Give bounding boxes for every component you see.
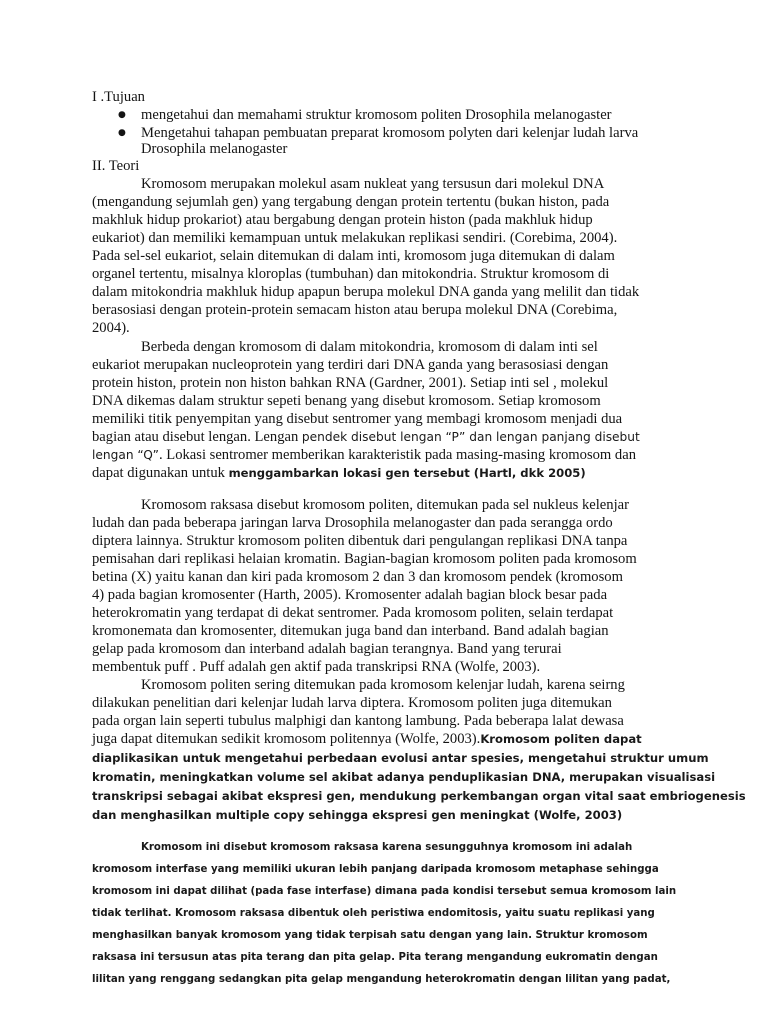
text-run: dapat digunakan untuk — [92, 465, 229, 481]
text-run: . Lokasi sentromer memberikan karakteristik pada masing-masing kromosom dan — [158, 447, 636, 463]
paragraph-4-line: dilakukan penelitian dari kelenjar ludah larva diptera. Kromosom politen juga ditemukan — [92, 695, 612, 711]
paragraph-4-sans-line: transkripsi sebagai akibat ekspresi gen, mendukung perkembangan organ vital saat embriogenesis — [92, 789, 746, 803]
paragraph-5-line: raksasa ini tersusun atas pita terang dan pita gelap. Pita terang mengandung eukromatin dengan — [92, 952, 658, 963]
paragraph-4-sans-line: diaplikasikan untuk mengetahui perbedaan evolusi antar spesies, mengetahui struktur umum — [92, 751, 709, 765]
paragraph-2-line-mixed — [92, 428, 640, 446]
section-heading-tujuan: I .Tujuan — [92, 89, 145, 105]
paragraph-4-sans-line: dan menghasilkan multiple copy sehingga ekspresi gen meningkat (Wolfe, 2003) — [92, 808, 623, 822]
paragraph-2-line: Berbeda dengan kromosom di dalam mitokondria, kromosom di dalam inti sel — [141, 339, 598, 355]
paragraph-4-line: pada organ lain seperti tubulus malphigi dan kantong lambung. Pada beberapa lalat dewasa — [92, 713, 624, 729]
paragraph-3-line: gelap pada kromosom dan interband adalah bagian terangnya. Band yang terurai — [92, 641, 562, 657]
paragraph-3-line: kromonemata dan kromosenter, ditemukan juga band dan interband. Band adalah bagian — [92, 623, 609, 639]
paragraph-2-line: memiliki titik penyempitan yang disebut sentromer yang membagi kromosom menjadi dua — [92, 411, 623, 427]
bullet-item-2-line-1: Mengetahui tahapan pembuatan preparat kromosom polyten dari kelenjar ludah larva — [141, 125, 639, 141]
section-heading-teori: II. Teori — [92, 158, 140, 174]
paragraph-1-line: eukariot) dan memiliki kemampuan untuk melakukan replikasi sendiri. (Corebima, 2004). — [92, 230, 618, 246]
paragraph-3-line: diptera lainnya. Struktur kromosom politen dibentuk dari pengulangan replikasi DNA tanpa — [92, 533, 628, 549]
paragraph-3-line: pemisahan dari replikasi helaian kromatin. Bagian-bagian kromosom politen pada kromosom — [92, 551, 637, 567]
text-run-sans-bold: menggambarkan lokasi gen tersebut (Hartl, dkk 2005) — [228, 466, 586, 480]
paragraph-1-line: Kromosom merupakan molekul asam nukleat yang tersusun dari molekul DNA — [141, 176, 605, 192]
paragraph-3-line: Kromosom raksasa disebut kromosom politen, ditemukan pada sel nukleus kelenjar — [141, 497, 629, 513]
bullet-icon: ● — [118, 110, 126, 120]
paragraph-2-line-mixed — [92, 446, 636, 464]
paragraph-1-line: organel tertentu, misalnya kloroplas (tumbuhan) dan mitokondria. Struktur kromosom di — [92, 266, 610, 282]
paragraph-2-line: DNA dikemas dalam struktur sepeti benang yang disebut kromosom. Setiap kromosom — [92, 393, 601, 409]
text-run-sans-bold: Kromosom politen dapat — [480, 732, 642, 746]
paragraph-1-line: berasosiasi dengan protein-protein semacam histon atau berupa molekul DNA (Corebima, — [92, 302, 618, 318]
paragraph-3-line: ludah dan pada beberapa jaringan larva Drosophila melanogaster dan pada serangga ordo — [92, 515, 613, 531]
paragraph-5-line: lilitan yang renggang sedangkan pita gelap mengandung heterokromatin dengan lilitan yang padat, — [92, 974, 671, 985]
bullet-item-2-line-2: Drosophila melanogaster — [141, 141, 288, 157]
paragraph-4-line-mixed — [92, 730, 642, 748]
paragraph-2-line: eukariot merupakan nucleoprotein yang terdiri dari DNA ganda yang berasosiasi dengan — [92, 357, 609, 373]
paragraph-1-line: (mengandung sejumlah gen) yang tergabung dengan protein tertentu (bukan histon, pada — [92, 194, 610, 210]
paragraph-5-line: Kromosom ini disebut kromosom raksasa karena sesungguhnya kromosom ini adalah — [141, 842, 633, 853]
paragraph-1-line: 2004). — [92, 320, 130, 336]
bullet-item-1: mengetahui dan memahami struktur kromosom politen Drosophila melanogaster — [141, 107, 612, 123]
paragraph-5-line: kromosom interfase yang memiliki ukuran lebih panjang daripada kromosom metaphase sehingga — [92, 864, 659, 875]
text-run-sans: lengan “Q” — [92, 448, 159, 462]
paragraph-1-line: Pada sel-sel eukariot, selain ditemukan di dalam inti, kromosom juga ditemukan di dalam — [92, 248, 615, 264]
text-run: juga dapat ditemukan sedikit kromosom politennya (Wolfe, 2003). — [92, 731, 481, 747]
paragraph-1-line: dalam mitokondria makhluk hidup apapun berupa molekul DNA ganda yang melilit dan tidak — [92, 284, 640, 300]
paragraph-1-line: makhluk hidup prokariot) atau bergabung dengan protein histon (pada makhluk hidup — [92, 212, 593, 228]
paragraph-4-sans-line: kromatin, meningkatkan volume sel akibat adanya penduplikasian DNA, merupakan visualisasi — [92, 770, 716, 784]
bullet-icon: ● — [118, 128, 126, 138]
text-run-sans: pendek disebut lengan “P” dan lengan panjang disebut — [301, 430, 640, 444]
text-run: bagian atau disebut lengan. Lengan — [92, 429, 302, 445]
paragraph-5-line: menghasilkan banyak kromosom yang tidak terpisah satu dengan yang lain. Struktur kromosom — [92, 930, 648, 941]
paragraph-5-line: tidak terlihat. Kromosom raksasa dibentuk oleh peristiwa endomitosis, yaitu suatu replikasi yang — [92, 908, 655, 919]
paragraph-3-line: membentuk puff . Puff adalah gen aktif pada transkripsi RNA (Wolfe, 2003). — [92, 659, 541, 675]
paragraph-3-line: betina (X) yaitu kanan dan kiri pada kromosom 2 dan 3 dan kromosom pendek (kromosom — [92, 569, 623, 585]
paragraph-5-line: kromosom ini dapat dilihat (pada fase interfase) dimana pada kondisi tersebut semua kromosom lain — [92, 886, 677, 897]
paragraph-3-line: 4) pada bagian kromosenter (Harth, 2005). Kromosenter adalah bagian block besar pada — [92, 587, 608, 603]
paragraph-3-line: heterokromatin yang terdapat di dekat sentromer. Pada kromosom politen, selain terdapat — [92, 605, 614, 621]
paragraph-4-line: Kromosom politen sering ditemukan pada kromosom kelenjar ludah, karena seirng — [141, 677, 625, 693]
paragraph-2-line: protein histon, protein non histon bahkan RNA (Gardner, 2001). Setiap inti sel , molekul — [92, 375, 609, 391]
paragraph-2-line-mixed — [92, 464, 586, 482]
